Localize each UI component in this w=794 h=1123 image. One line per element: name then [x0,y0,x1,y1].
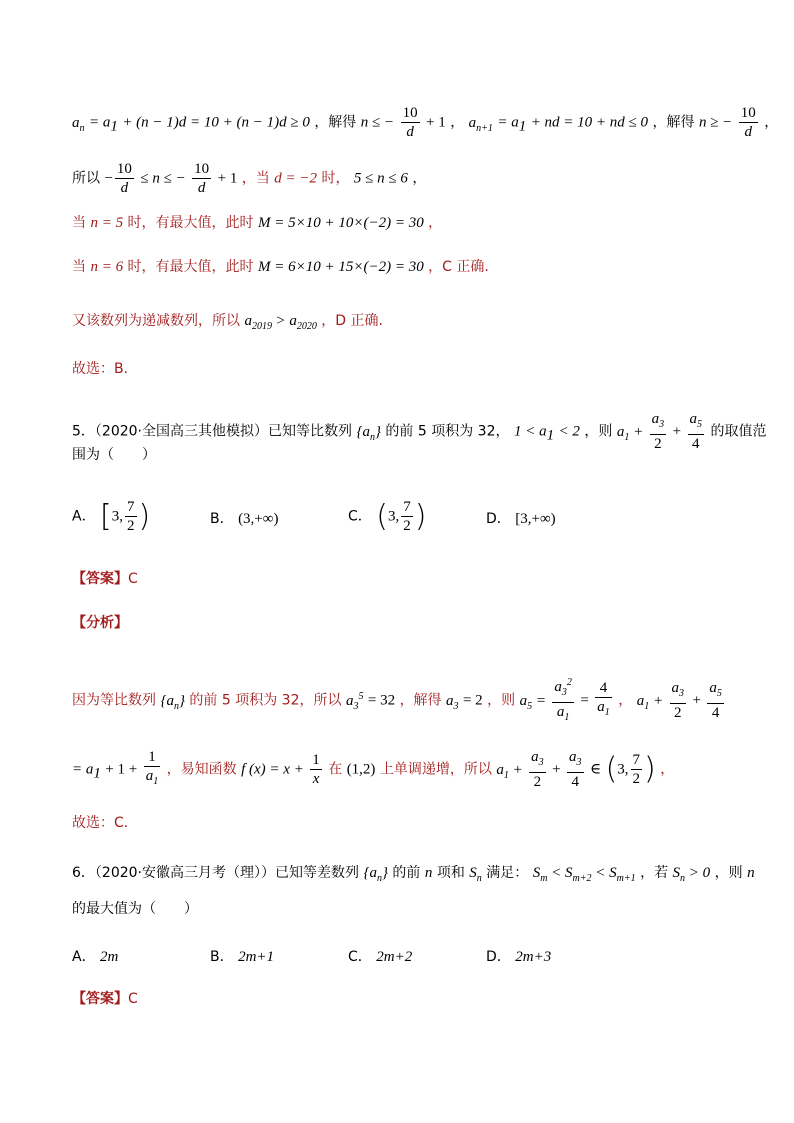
q6-option-d[interactable]: D． 2m+3 [486,949,552,965]
question-6-line-2: 的最大值为（ ） [72,901,198,917]
solution-line-3: 当 n = 5 时，有最大值，此时 M = 5×10 + 10×(−2) = 30 ， [72,215,443,231]
q5-option-a[interactable]: A． [3, $\frac{7}{2}$ ) [72,499,151,534]
q5-option-c[interactable]: C． (3, $\frac{7}{2}$ ) [348,499,427,534]
q5-answer: 【答案】C [72,571,138,587]
q5-option-b[interactable]: B． (3,+∞) [210,511,279,527]
fraction-a3-2: $\frac{a_3}{2}$ [651,411,665,452]
q6-option-a[interactable]: A． 2m [72,949,119,965]
fraction-10-d: $\frac{10}{d}$ [402,105,418,140]
question-6-line-1: 6．（2020·安徽高三月考（理））已知等差数列 $\{a_n\}$ 的前 n 项和 $S_n$ 满足： $S_m < S_{m+2} < S_{m+1}$ ，若 $S_n > 0$ ，则 n [72,865,755,884]
solution-line-2: 所以 − $\frac{10}{d}$ ≤ n ≤ − $\frac{10}{d}$ + 1 ，当 d = −2 时， 5 ≤ n ≤ 6 ， [72,161,427,196]
q5-solution-line-2: = $a_1 + 1$ + $\frac{1}{a_1}$ ，易知函数 f (x) = x + $\frac{1}{x}$ 在 (1,2) 上单调递增，所以 $a_1$ + $\frac{a_3}{2}$ + $\frac{a_3}{4}$ ∈ (3, $\frac{7}{2}$ ) ， [72,749,675,790]
q5-solution-conclusion: 故选：C. [72,815,129,831]
solution-line-4: 当 n = 6 时，有最大值，此时 M = 6×10 + 15×(−2) = 30 ，C 正确. [72,259,489,275]
q5-analysis-label: 【分析】 [72,615,128,631]
q6-option-c[interactable]: C． 2m+2 [348,949,413,965]
solution-line-5: 又该数列为递减数列，所以 $a_{2019} > a_{2020}$ ，D 正确. [72,313,383,332]
question-5-line-2: 围为（ ） [72,447,156,463]
solution-line-1: $a_n = a_1 + (n - 1)d = 10 + (n - 1)d \ge 0$ ，解得 n ≤ − $\frac{10}{d}$ + 1 ， $a_{n+1} = a_1$ + nd = 10 + nd ≤ 0 ，解得 n ≥ − $\frac{10}{d}$ ， [72,105,779,140]
fraction-a5-4: $\frac{a_5}{4}$ [689,411,703,452]
solution-conclusion-b: 故选：B. [72,361,129,377]
fraction-10-d: $\frac{10}{d}$ [194,161,210,196]
q6-answer: 【答案】C [72,991,138,1007]
fraction-10-d: $\frac{10}{d}$ [116,161,132,196]
q5-solution-line-1: 因为等比数列 $\{a_n\}$ 的前 5 项积为 32，所以 $a_3^5 = 32$ ，解得 $a_3 = 2$ ，则 $a_5$ = $\frac{a_3^2}{a_1}$ = $\frac{4}{a_1}$ ， $a_1$ + $\frac{a_3}{2}$ + $\frac{a_5}{4}$ [72,674,726,727]
q6-option-b[interactable]: B． 2m+1 [210,949,275,965]
fraction-10-d: $\frac{10}{d}$ [740,105,756,140]
q5-option-d[interactable]: D． [3,+∞) [486,511,556,527]
question-5-line-1: 5．（2020·全国高三其他模拟）已知等比数列 $\{a_n\}$ 的前 5 项积为 32， $1 < a_1 < 2$ ，则 $a_1$ + $\frac{a_3}{2}$ + $\frac{a_5}{4}$ 的取值范 [72,411,767,452]
